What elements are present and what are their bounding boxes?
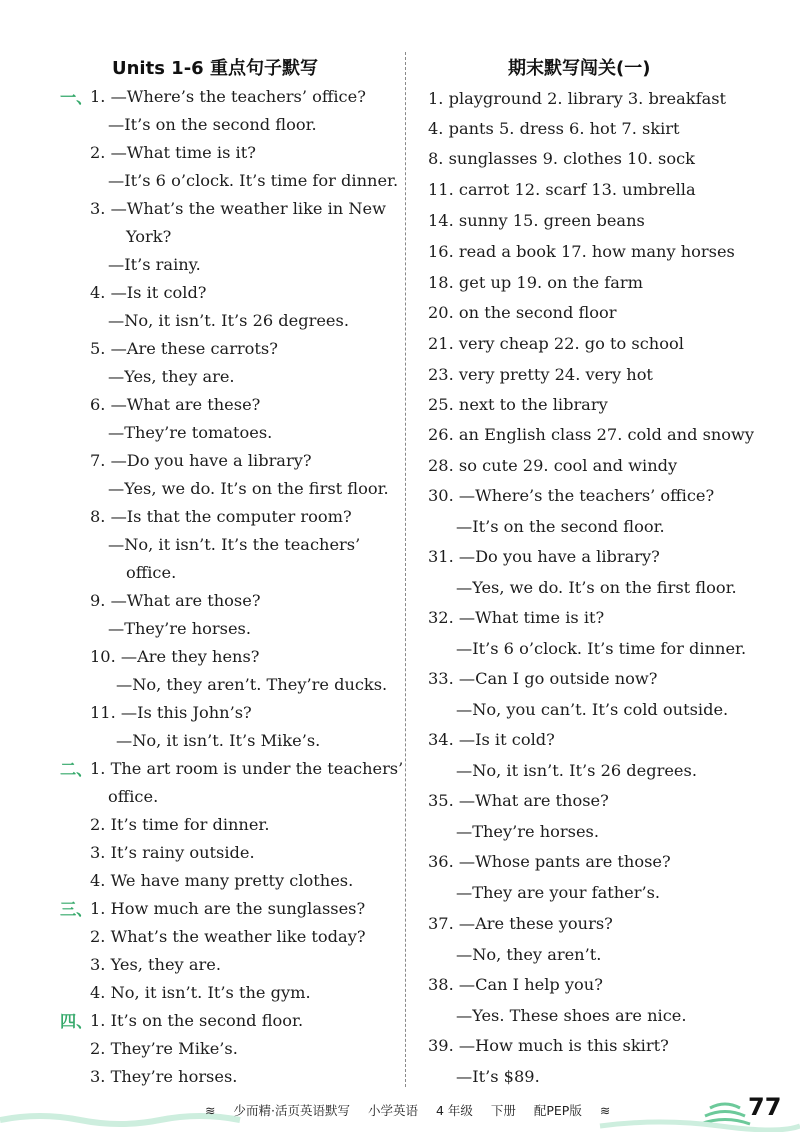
right-line: 20. on the second floor	[428, 303, 617, 322]
left-line: 4. —Is it cold?	[90, 283, 207, 302]
left-line: 4. No, it isn’t. It’s the gym.	[90, 983, 311, 1002]
right-line: 32. —What time is it?	[428, 608, 605, 627]
left-line: 3. It’s rainy outside.	[90, 843, 255, 862]
left-line: —No, it isn’t. It’s Mike’s.	[116, 731, 321, 750]
left-line: 1. It’s on the second floor.	[90, 1011, 304, 1030]
wave-icon: ≋	[599, 1103, 611, 1118]
left-line: 6. —What are these?	[90, 395, 261, 414]
right-line: 39. —How much is this skirt?	[428, 1036, 669, 1055]
left-line: 8. —Is that the computer room?	[90, 507, 352, 526]
right-line: 11. carrot 12. scarf 13. umbrella	[428, 180, 696, 199]
left-line: 2. They’re Mike’s.	[90, 1039, 238, 1058]
right-line: —Yes, we do. It’s on the first floor.	[456, 578, 737, 597]
right-line: 34. —Is it cold?	[428, 730, 555, 749]
left-line: 2. —What time is it?	[90, 143, 256, 162]
wave-icon: ≋	[205, 1103, 216, 1118]
right-line: 26. an English class 27. cold and snowy	[428, 425, 755, 444]
right-line: 1. playground 2. library 3. breakfast	[428, 89, 727, 108]
right-line: 21. very cheap 22. go to school	[428, 334, 684, 353]
footer-edition: 配PEP版	[533, 1103, 582, 1118]
right-line: —It’s on the second floor.	[456, 517, 665, 536]
right-title: 期末默写闯关(一)	[508, 58, 651, 79]
left-line: 3. Yes, they are.	[90, 955, 221, 974]
section-mark-1: 一、	[60, 88, 93, 107]
left-line: —They’re tomatoes.	[108, 423, 273, 442]
left-line: —No, it isn’t. It’s 26 degrees.	[108, 311, 349, 330]
left-line: office.	[108, 787, 159, 806]
right-line: 25. next to the library	[428, 395, 608, 414]
left-line: —Yes, we do. It’s on the first floor.	[108, 479, 389, 498]
section-mark-3: 三、	[60, 900, 93, 919]
left-line: 1. The art room is under the teachers’	[90, 759, 404, 778]
left-title: Units 1-6 重点句子默写	[112, 58, 318, 79]
right-line: 8. sunglasses 9. clothes 10. sock	[428, 149, 695, 168]
right-line: —No, you can’t. It’s cold outside.	[456, 700, 729, 719]
left-line: office.	[126, 563, 177, 582]
right-line: 38. —Can I help you?	[428, 975, 603, 994]
footer-subject: 小学英语	[367, 1103, 418, 1118]
left-line: —Yes, they are.	[108, 367, 235, 386]
left-line: 2. What’s the weather like today?	[90, 927, 366, 946]
right-line: 37. —Are these yours?	[428, 914, 613, 933]
left-line: —No, it isn’t. It’s the teachers’	[108, 535, 361, 554]
right-line: —It’s 6 o’clock. It’s time for dinner.	[456, 639, 747, 658]
right-line: 18. get up 19. on the farm	[428, 273, 644, 292]
left-line: 1. —Where’s the teachers’ office?	[90, 87, 366, 106]
left-line: 1. How much are the sunglasses?	[90, 899, 366, 918]
right-line: 28. so cute 29. cool and windy	[428, 456, 678, 475]
left-line: —They’re horses.	[108, 619, 251, 638]
left-line: 7. —Do you have a library?	[90, 451, 312, 470]
footer-grade: 4 年级	[435, 1103, 473, 1118]
right-line: 33. —Can I go outside now?	[428, 669, 658, 688]
left-line: 3. —What’s the weather like in New	[90, 199, 386, 218]
page-number: 77	[748, 1093, 782, 1121]
footer	[205, 1101, 624, 1119]
left-line: 3. They’re horses.	[90, 1067, 238, 1086]
left-line: 10. —Are they hens?	[90, 647, 260, 666]
section-mark-4: 四、	[60, 1012, 93, 1031]
column-divider	[405, 52, 406, 1087]
footer-volume: 下册	[490, 1103, 516, 1118]
left-line: 4. We have many pretty clothes.	[90, 871, 354, 890]
footer-series: 少而精·活页英语默写	[233, 1103, 350, 1118]
right-line: 31. —Do you have a library?	[428, 547, 660, 566]
right-line: —They’re horses.	[456, 822, 599, 841]
right-line: 14. sunny 15. green beans	[428, 211, 645, 230]
left-line: —It’s on the second floor.	[108, 115, 317, 134]
left-line: 5. —Are these carrots?	[90, 339, 278, 358]
right-line: 4. pants 5. dress 6. hot 7. skirt	[428, 119, 680, 138]
left-line: —It’s 6 o’clock. It’s time for dinner.	[108, 171, 399, 190]
right-line: —No, it isn’t. It’s 26 degrees.	[456, 761, 697, 780]
section-mark-2: 二、	[60, 760, 93, 779]
left-line: 2. It’s time for dinner.	[90, 815, 270, 834]
left-line: 9. —What are those?	[90, 591, 261, 610]
right-line: 23. very pretty 24. very hot	[428, 365, 653, 384]
right-line: —No, they aren’t.	[456, 945, 602, 964]
right-line: 35. —What are those?	[428, 791, 609, 810]
left-line: York?	[126, 227, 172, 246]
right-line: 30. —Where’s the teachers’ office?	[428, 486, 715, 505]
left-line: 11. —Is this John’s?	[90, 703, 252, 722]
right-line: —Yes. These shoes are nice.	[456, 1006, 687, 1025]
right-line: —It’s $89.	[456, 1067, 540, 1086]
right-line: 36. —Whose pants are those?	[428, 852, 671, 871]
right-line: —They are your father’s.	[456, 883, 661, 902]
right-line: 16. read a book 17. how many horses	[428, 242, 735, 261]
left-line: —No, they aren’t. They’re ducks.	[116, 675, 388, 694]
left-line: —It’s rainy.	[108, 255, 201, 274]
